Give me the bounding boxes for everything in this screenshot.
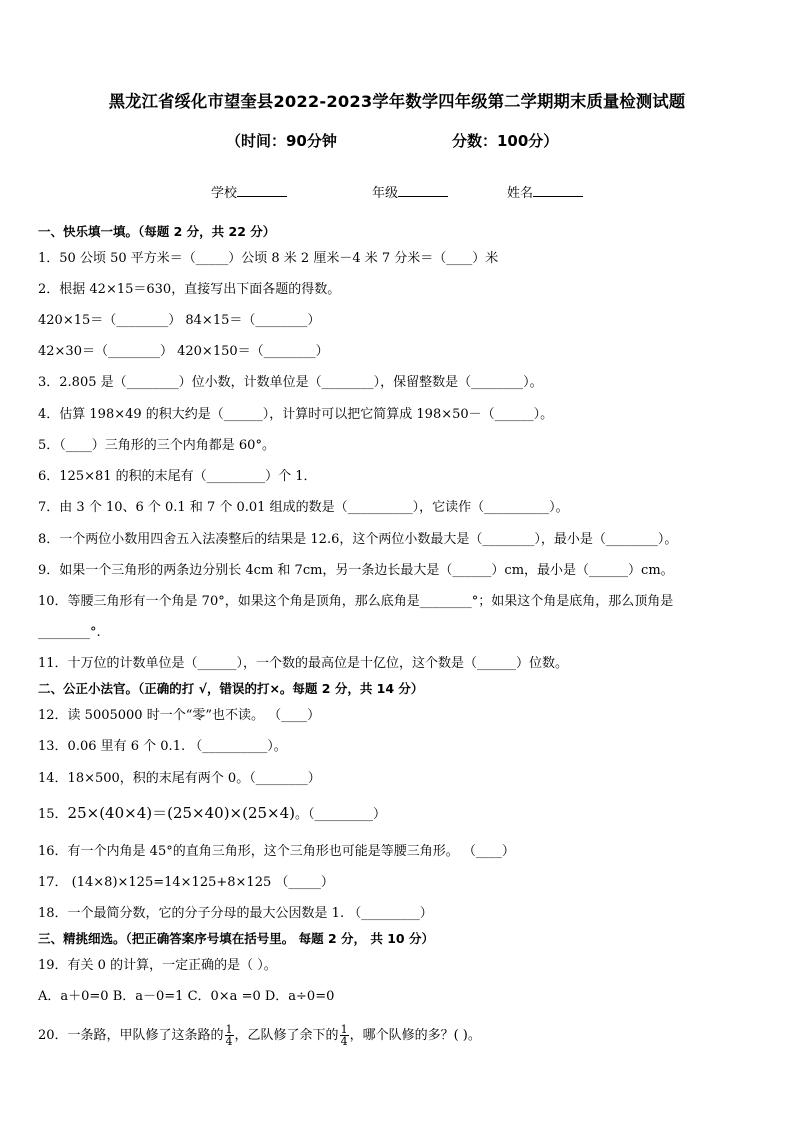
question-4: 4．估算 198×49 的积大约是（______），计算时可以把它简算成 198×50－（______）。 (38, 407, 554, 422)
school-field (211, 182, 287, 201)
school-label: 学校 (211, 186, 238, 201)
fraction-numerator: 1 (340, 1023, 348, 1036)
question-15-number: 15． (38, 807, 68, 822)
grade-field (372, 182, 448, 201)
exam-score: 分数：100分） (452, 132, 559, 150)
question-20-part-3: ，哪个队修的多？( )。 (349, 1028, 481, 1043)
question-15-expression: 25×(40×4)＝(25×40)×(25×4) (67, 804, 296, 822)
question-6: 6．125×81 的积的末尾有（_________）个 1． (38, 469, 317, 484)
question-2: 2．根据 42×15＝630，直接写出下面各题的得数。 (38, 282, 341, 297)
name-field (507, 182, 583, 201)
question-7: 7．由 3 个 10、6 个 0.1 和 7 个 0.01 组成的数是（__________），它读作（__________）。 (38, 500, 569, 515)
section-1-heading: 一、快乐填一填。（每题 2 分，共 22 分） (38, 224, 276, 239)
question-11: 11．十万位的计数单位是（______），一个数的最高位是十亿位，这个数是（______）位数。 (38, 656, 569, 671)
question-10: 10．等腰三角形有一个角是 70°，如果这个角是顶角，那么底角是________°；如果这个角是底角，那么顶角是 (38, 594, 674, 609)
question-2-row-2: 42×30＝（________） 420×150＝（________） (38, 344, 329, 359)
question-19-options: A．a＋0=0 B．a－0=1 C．0×a =0 D．a÷0=0 (38, 989, 335, 1004)
fraction-one-quarter (225, 1024, 234, 1047)
grade-label: 年级 (372, 186, 399, 201)
question-20-part-2: ，乙队修了余下的 (234, 1028, 339, 1043)
question-8: 8．一个两位小数用四舍五入法凑整后的结果是 12.6，这个两位小数最大是（________），最小是（________）。 (38, 532, 678, 547)
question-12: 12．读 5005000 时一个“零”也不读。 （____） (38, 708, 321, 723)
section-2-heading: 二、公正小法官。（正确的打 √，错误的打×。每题 2 分，共 14 分） (38, 681, 424, 696)
fraction-denominator: 4 (225, 1035, 233, 1048)
question-19: 19．有关 0 的计算，一定正确的是（ ）。 (38, 958, 277, 973)
question-5: 5．（____）三角形的三个内角都是 60°。 (38, 438, 275, 453)
question-2-row-1: 420×15＝（________） 84×15＝（________） (38, 313, 321, 328)
question-20-part-1: 20．一条路，甲队修了这条路的 (38, 1028, 224, 1043)
question-3: 3．2.805 是（________）位小数，计数单位是（________），保留整数是（________）。 (38, 375, 543, 390)
question-1: 1．50 公顷 50 平方米＝（_____）公顷 8 米 2 厘米－4 米 7 分米＝（____）米 (38, 251, 499, 266)
question-10-cont: ________°. (38, 625, 101, 640)
question-14: 14．18×500，积的末尾有两个 0。（________） (38, 771, 321, 786)
name-label: 姓名 (507, 186, 534, 201)
question-20 (38, 1024, 481, 1047)
question-9: 9．如果一个三角形的两条边分别长 4cm 和 7cm，另一条边长最大是（______）cm，最小是（______）cm。 (38, 563, 674, 578)
section-3-heading: 三、精挑细选。（把正确答案序号填在括号里。 每题 2 分， 共 10 分） (38, 931, 434, 946)
question-15 (38, 804, 386, 824)
fraction-denominator: 4 (340, 1035, 348, 1048)
question-18: 18．一个最简分数，它的分子分母的最大公因数是 1. （_________） (38, 906, 433, 921)
question-13: 13．0.06 里有 6 个 0.1. （__________）。 (38, 739, 287, 754)
school-blank (237, 183, 287, 197)
exam-time: （时间：90分钟 (226, 132, 337, 150)
grade-blank (398, 183, 448, 197)
question-15-tail: 。（_________） (295, 807, 387, 822)
name-blank (533, 183, 583, 197)
fraction-one-quarter (340, 1024, 349, 1047)
question-17: 17． (14×8)×125=14×125+8×125 （_____） (38, 875, 334, 890)
fraction-numerator: 1 (225, 1023, 233, 1036)
page-title: 黑龙江省绥化市望奎县2022-2023学年数学四年级第二学期期末质量检测试题 (108, 92, 686, 111)
question-16: 16．有一个内角是 45°的直角三角形，这个三角形也可能是等腰三角形。 （____） (38, 844, 515, 859)
